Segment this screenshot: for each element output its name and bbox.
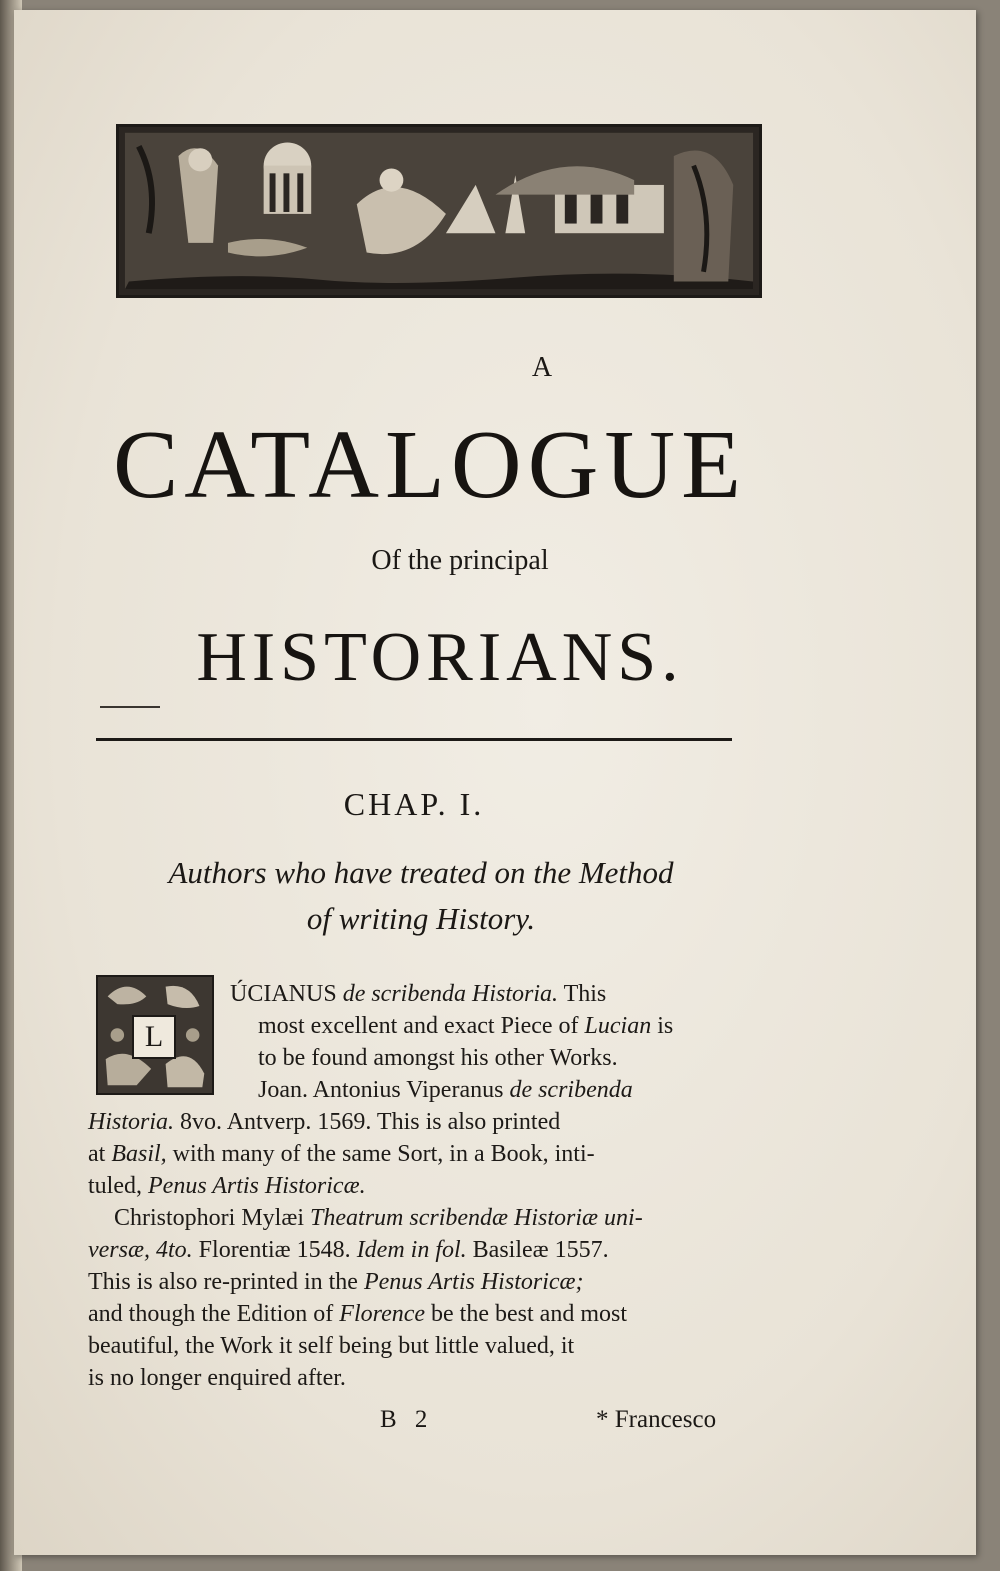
text-line	[88, 1298, 738, 1330]
text-line: to be found amongst his other Works.	[258, 1045, 618, 1071]
italic-run: Lucian	[584, 1013, 652, 1039]
italic-run: Penus Artis Historicæ.	[148, 1173, 366, 1199]
text-run: at	[88, 1141, 112, 1167]
text-line: is no longer enquired after.	[88, 1365, 346, 1391]
italic-run: Penus Artis Historicæ;	[363, 1269, 584, 1295]
main-title: CATALOGUE	[112, 411, 748, 519]
title-subject: HISTORIANS.	[196, 619, 684, 696]
chapter-subtitle-line: Authors who have treated on the Method	[168, 855, 674, 890]
woodcut-headpiece	[116, 124, 762, 298]
text-run: ÚCIANUS	[230, 981, 343, 1007]
text-line	[88, 1202, 738, 1234]
italic-run: Idem in fol.	[356, 1237, 467, 1263]
text-run: with many of the same Sort, in a Book, inti-	[166, 1141, 595, 1167]
italic-run: Basil,	[111, 1141, 167, 1167]
text-run: This is also re-printed in the	[88, 1269, 364, 1295]
horizontal-rule	[96, 738, 732, 741]
chapter-heading: CHAP. I.	[343, 786, 485, 822]
text-run: be the best and most	[425, 1301, 627, 1327]
text-run: This	[558, 981, 607, 1007]
text-run: Joan. Antonius Viperanus	[258, 1077, 510, 1103]
drop-cap-letter: L	[132, 1015, 176, 1059]
text-line	[88, 1138, 738, 1170]
italic-run: versæ, 4to.	[88, 1237, 193, 1263]
italic-run: Florence	[339, 1301, 426, 1327]
text-run: and though the Edition of	[88, 1301, 340, 1327]
text-run: Florentiæ 1548.	[192, 1237, 357, 1263]
text-run: 8vo. Antverp. 1569. This is also printed	[174, 1109, 561, 1135]
short-rule	[100, 706, 160, 708]
text-line	[88, 978, 738, 1010]
signature-mark: B 2	[380, 1406, 434, 1433]
text-line	[88, 1074, 738, 1106]
text-run: tuled,	[88, 1173, 148, 1199]
text-line	[88, 1170, 738, 1202]
italic-run: de scribenda	[509, 1077, 633, 1103]
text-line: beautiful, the Work it self being but little valued, it	[88, 1333, 575, 1359]
catchword: * Francesco	[596, 1406, 717, 1433]
chapter-subtitle	[96, 850, 746, 942]
text-run: is	[651, 1013, 674, 1039]
body-text	[88, 978, 738, 1394]
italic-run: de scribenda Historia.	[342, 981, 559, 1007]
text-run: Christophori Mylæi	[114, 1205, 311, 1231]
text-line	[88, 1106, 738, 1138]
title-connector: Of the principal	[371, 545, 549, 576]
text-line	[88, 1010, 738, 1042]
chapter-subtitle-line: of writing History.	[306, 901, 536, 936]
text-run: Basileæ 1557.	[466, 1237, 609, 1263]
title-article: A	[531, 352, 555, 383]
text-run: most excellent and exact Piece of	[258, 1013, 585, 1039]
italic-run: Theatrum scribendæ Historiæ uni-	[310, 1205, 643, 1231]
italic-run: Historia.	[88, 1109, 175, 1135]
text-line	[88, 1266, 738, 1298]
text-line	[88, 1234, 738, 1266]
